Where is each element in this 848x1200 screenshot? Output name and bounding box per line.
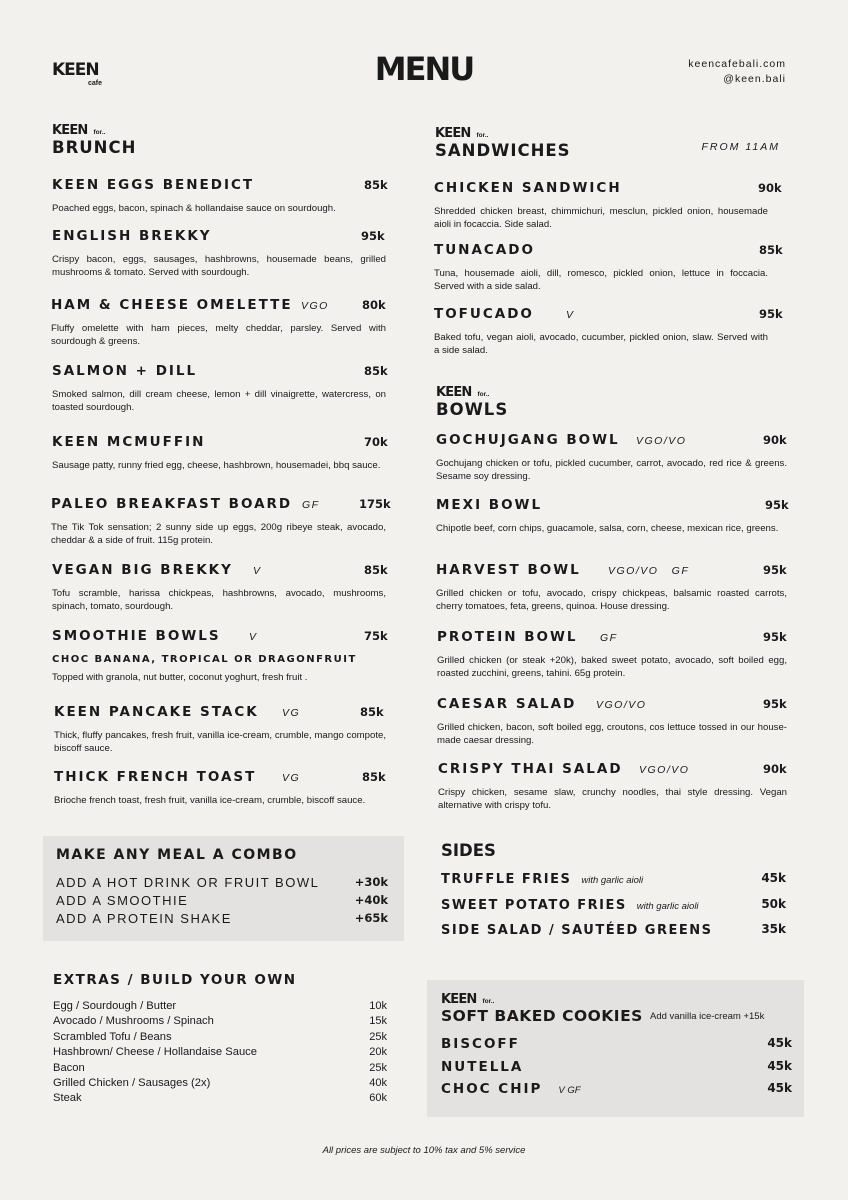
item-description: Chipotle beef, corn chips, guacamole, salsa, corn, cheese, mexican rice, greens. <box>436 523 779 534</box>
item-name: THICK FRENCH TOAST <box>54 769 257 785</box>
item-price: 95k <box>763 697 787 711</box>
item-price: 85k <box>364 364 388 378</box>
section-title-brunch: BRUNCH <box>52 138 137 157</box>
cookie-price: 45k <box>767 1036 792 1050</box>
keen-label: KEEN <box>436 385 472 400</box>
combo-label: ADD A SMOOTHIE <box>56 893 189 908</box>
item-name: PALEO BREAKFAST BOARD <box>51 496 293 512</box>
cookie-price: 45k <box>767 1081 792 1095</box>
item-description: Baked tofu, vegan aioli, avocado, cucumber, pickled onion, slaw. Served with a side salad. <box>434 332 768 356</box>
menu-item <box>52 562 386 613</box>
item-description: Shredded chicken breast, chimmichuri, mesclun, pickled onion, housemade aioli in focaccia. Side salad. <box>434 206 768 230</box>
cookie-label: CHOC CHIP <box>441 1081 543 1097</box>
item-description: Thick, fluffy pancakes, fresh fruit, vanilla ice-cream, crumble, mango compote, biscoff sauce. <box>54 730 386 754</box>
extras-line <box>53 1015 387 1030</box>
sides-title: SIDES <box>441 841 496 860</box>
keen-label: KEEN <box>435 126 471 141</box>
item-name: TUNACADO <box>434 242 535 258</box>
sides-line <box>441 921 786 947</box>
extras-line <box>53 1031 387 1046</box>
extras-line <box>53 1092 387 1107</box>
menu-item <box>436 562 787 613</box>
item-price: 85k <box>362 770 386 784</box>
sides-label: SIDE SALAD / SAUTÉED GREENS <box>441 923 713 938</box>
extras-line <box>53 1062 387 1077</box>
item-description: The Tik Tok sensation; 2 sunny side up eggs, 200g ribeye steak, avocado, cheddar & a side of fruit. 115g protein. <box>51 522 386 546</box>
item-price: 85k <box>759 243 783 257</box>
item-name: PROTEIN BOWL <box>437 629 578 645</box>
menu-item <box>436 432 787 483</box>
sandwiches-section-header <box>435 126 571 161</box>
combo-label: ADD A PROTEIN SHAKE <box>56 911 232 926</box>
item-name: KEEN MCMUFFIN <box>52 434 206 450</box>
combo-label: ADD A HOT DRINK OR FRUIT BOWL <box>56 875 320 890</box>
extras-price: 20k <box>369 1046 387 1059</box>
extras-label: Scrambled Tofu / Beans <box>53 1030 172 1043</box>
brunch-section-header <box>52 123 136 158</box>
menu-item <box>434 180 782 231</box>
item-price: 85k <box>364 563 388 577</box>
combo-panel <box>43 836 404 941</box>
item-price: 90k <box>758 181 782 195</box>
combo-line <box>56 893 388 908</box>
sides-note: with garlic aioli <box>636 900 699 912</box>
menu-item <box>436 497 787 535</box>
item-tag: VGO/VO <box>596 699 647 711</box>
item-name: SALMON + DILL <box>52 363 198 379</box>
menu-item <box>54 704 386 755</box>
sides-price: 50k <box>761 896 786 911</box>
item-price: 95k <box>759 307 783 321</box>
menu-item <box>52 363 386 414</box>
extras-price: 15k <box>369 1015 387 1028</box>
logo-text: KEEN <box>52 60 99 80</box>
logo-sub: cafe <box>88 80 103 87</box>
extras-price: 60k <box>369 1092 387 1105</box>
page-title: MENU <box>374 50 474 88</box>
menu-item <box>51 496 391 547</box>
for-label: for.. <box>93 129 106 136</box>
item-name: VEGAN BIG BREKKY <box>52 562 233 578</box>
combo-price: +40k <box>354 893 388 907</box>
website-link[interactable]: keencafebali.com <box>688 58 786 70</box>
item-description: Crispy chicken, sesame slaw, crunchy noodles, thai style dressing. Vegan alternative with crispy tofu. <box>438 787 787 811</box>
item-description: Fluffy omelette with ham pieces, melty cheddar, parsley. Served with sourdough & greens. <box>51 323 386 347</box>
combo-line <box>56 875 388 890</box>
item-description: Grilled chicken, bacon, soft boiled egg, croutons, cos lettuce tossed in our house-made caesar dressing. <box>437 722 787 746</box>
menu-item <box>437 629 787 680</box>
cookie-price: 45k <box>767 1059 792 1073</box>
item-tag: VGO/VO <box>636 435 687 447</box>
menu-item <box>51 297 386 348</box>
cookie-label: NUTELLA <box>441 1059 524 1075</box>
instagram-handle[interactable]: @keen.bali <box>723 73 786 85</box>
item-tag: GF <box>600 632 618 644</box>
item-description: Tofu scramble, harissa chickpeas, hashbrowns, avocado, mushrooms, spinach, tomato, sourdough. <box>52 588 386 612</box>
combo-line <box>56 911 388 926</box>
extras-label: Hashbrown/ Cheese / Hollandaise Sauce <box>53 1046 257 1059</box>
menu-item <box>52 177 386 215</box>
keen-label: KEEN <box>441 992 477 1007</box>
item-description: Grilled chicken (or steak +20k), baked sweet potato, avocado, soft boiled egg, roasted zucchini, greens, tahini. 65g protein. <box>437 655 787 679</box>
combo-title: MAKE ANY MEAL A COMBO <box>56 847 298 863</box>
item-tag: VGO/VO <box>639 764 690 776</box>
extras-label: Avocado / Mushrooms / Spinach <box>53 1015 214 1028</box>
sides-line <box>441 896 786 922</box>
item-price: 80k <box>362 298 386 312</box>
item-name: KEEN EGGS BENEDICT <box>52 177 255 193</box>
cookie-line <box>441 1035 792 1053</box>
item-options: CHOC BANANA, TROPICAL OR DRAGONFRUIT <box>52 654 357 665</box>
item-price: 85k <box>360 705 384 719</box>
sides-label: TRUFFLE FRIES <box>441 872 572 887</box>
item-description: Sausage patty, runny fried egg, cheese, hashbrown, housemadei, bbq sauce. <box>52 460 381 471</box>
extras-title: EXTRAS / BUILD YOUR OWN <box>53 972 297 988</box>
extras-label: Steak <box>53 1092 82 1105</box>
item-price: 75k <box>364 629 388 643</box>
extras-price: 25k <box>369 1030 387 1043</box>
item-price: 95k <box>763 630 787 644</box>
item-price: 70k <box>364 435 388 449</box>
extras-label: Grilled Chicken / Sausages (2x) <box>53 1076 211 1089</box>
extras-line <box>53 1000 387 1015</box>
item-name: HAM & CHEESE OMELETTE <box>51 297 293 313</box>
item-price: 95k <box>765 498 789 512</box>
extras-line <box>53 1077 387 1092</box>
item-name: TOFUCADO <box>434 306 534 322</box>
sides-price: 45k <box>761 871 786 885</box>
item-description: Poached eggs, bacon, spinach & hollandaise sauce on sourdough. <box>52 203 336 214</box>
combo-price: +65k <box>354 911 388 925</box>
cookie-line <box>441 1058 792 1076</box>
item-name: CRISPY THAI SALAD <box>438 761 623 777</box>
extras-line <box>53 1046 387 1061</box>
keen-label: KEEN <box>52 123 88 138</box>
item-description: Gochujang chicken or tofu, pickled cucumber, carrot, avocado, red rice & greens. Sesame soy dressing. <box>436 458 787 482</box>
item-tag: VG <box>282 707 301 719</box>
menu-item <box>54 769 386 807</box>
section-title-bowls: BOWLS <box>436 400 509 419</box>
extras-price: 25k <box>369 1061 387 1074</box>
footer-note: All prices are subject to 10% tax and 5% service <box>322 1145 526 1156</box>
sides-label: SWEET POTATO FRIES <box>441 897 627 913</box>
item-price: 175k <box>359 497 391 511</box>
extras-section <box>53 972 387 1108</box>
sides-note: with garlic aioli <box>581 875 644 886</box>
item-price: 95k <box>763 563 787 577</box>
item-price: 95k <box>361 229 385 243</box>
for-label: for.. <box>476 132 489 139</box>
item-tag: V <box>249 631 258 643</box>
item-description: Tuna, housemade aioli, dill, romesco, pickled onion, lettuce in foccacia. Served with a side salad. <box>434 268 768 292</box>
cookies-panel <box>427 980 804 1117</box>
sides-line <box>441 870 786 896</box>
availability-note: FROM 11AM <box>701 141 780 153</box>
item-tag: GF <box>302 499 320 511</box>
menu-item <box>437 696 787 747</box>
cookie-label: BISCOFF <box>441 1036 520 1052</box>
item-description: Topped with granola, nut butter, coconut yoghurt, fresh fruit . <box>52 672 308 683</box>
item-tag: VGO/VO GF <box>608 565 690 577</box>
item-tag: V <box>566 309 575 321</box>
item-description: Smoked salmon, dill cream cheese, lemon + dill vinaigrette, watercress, on toasted sourdough. <box>52 389 386 413</box>
for-label: for.. <box>477 391 490 398</box>
extras-label: Bacon <box>53 1061 85 1074</box>
contact-info <box>688 57 786 87</box>
section-title-sandwiches: SANDWICHES <box>435 141 571 160</box>
menu-item <box>52 228 386 279</box>
item-name: ENGLISH BREKKY <box>52 228 212 244</box>
item-price: 90k <box>763 762 787 776</box>
item-name: HARVEST BOWL <box>436 562 581 578</box>
item-description: Crispy bacon, eggs, sausages, hashbrowns, housemade beans, grilled mushrooms & tomato. Served with sourdough. <box>52 254 386 278</box>
item-tag: VG <box>282 772 301 784</box>
item-price: 90k <box>763 433 787 447</box>
sides-price: 35k <box>761 922 786 936</box>
item-name: SMOOTHIE BOWLS <box>52 628 221 644</box>
item-tag: V <box>253 565 262 577</box>
item-price: 85k <box>364 178 388 192</box>
item-name: CHICKEN SANDWICH <box>434 180 622 196</box>
menu-item <box>434 306 783 357</box>
menu-item <box>434 242 783 293</box>
item-name: CAESAR SALAD <box>437 696 577 712</box>
item-description: Brioche french toast, fresh fruit, vanilla ice-cream, crumble, biscoff sauce. <box>54 795 366 806</box>
for-label: for.. <box>482 998 495 1005</box>
item-name: MEXI BOWL <box>436 497 543 513</box>
cookies-addon: Add vanilla ice-cream +15k <box>650 1011 765 1022</box>
combo-price: +30k <box>354 875 388 889</box>
extras-price: 40k <box>369 1076 387 1089</box>
cookie-tag: V GF <box>558 1085 581 1096</box>
item-description: Grilled chicken or tofu, avocado, crispy chickpeas, balsamic roasted carrots, cherry tomatoes, feta, greens, quinoa. House dressing. <box>436 588 787 612</box>
sides-section <box>441 841 786 947</box>
item-tag: VGO <box>301 300 329 312</box>
item-name: KEEN PANCAKE STACK <box>54 704 259 720</box>
cookie-line <box>441 1080 792 1098</box>
menu-item <box>52 434 386 472</box>
extras-label: Egg / Sourdough / Butter <box>53 1000 177 1012</box>
extras-price: 10k <box>369 1000 387 1012</box>
menu-item <box>438 761 787 812</box>
menu-item <box>52 628 386 684</box>
item-name: GOCHUJGANG BOWL <box>436 432 620 448</box>
section-title-cookies: SOFT BAKED COOKIES <box>441 1007 643 1025</box>
bowls-section-header <box>436 385 508 420</box>
